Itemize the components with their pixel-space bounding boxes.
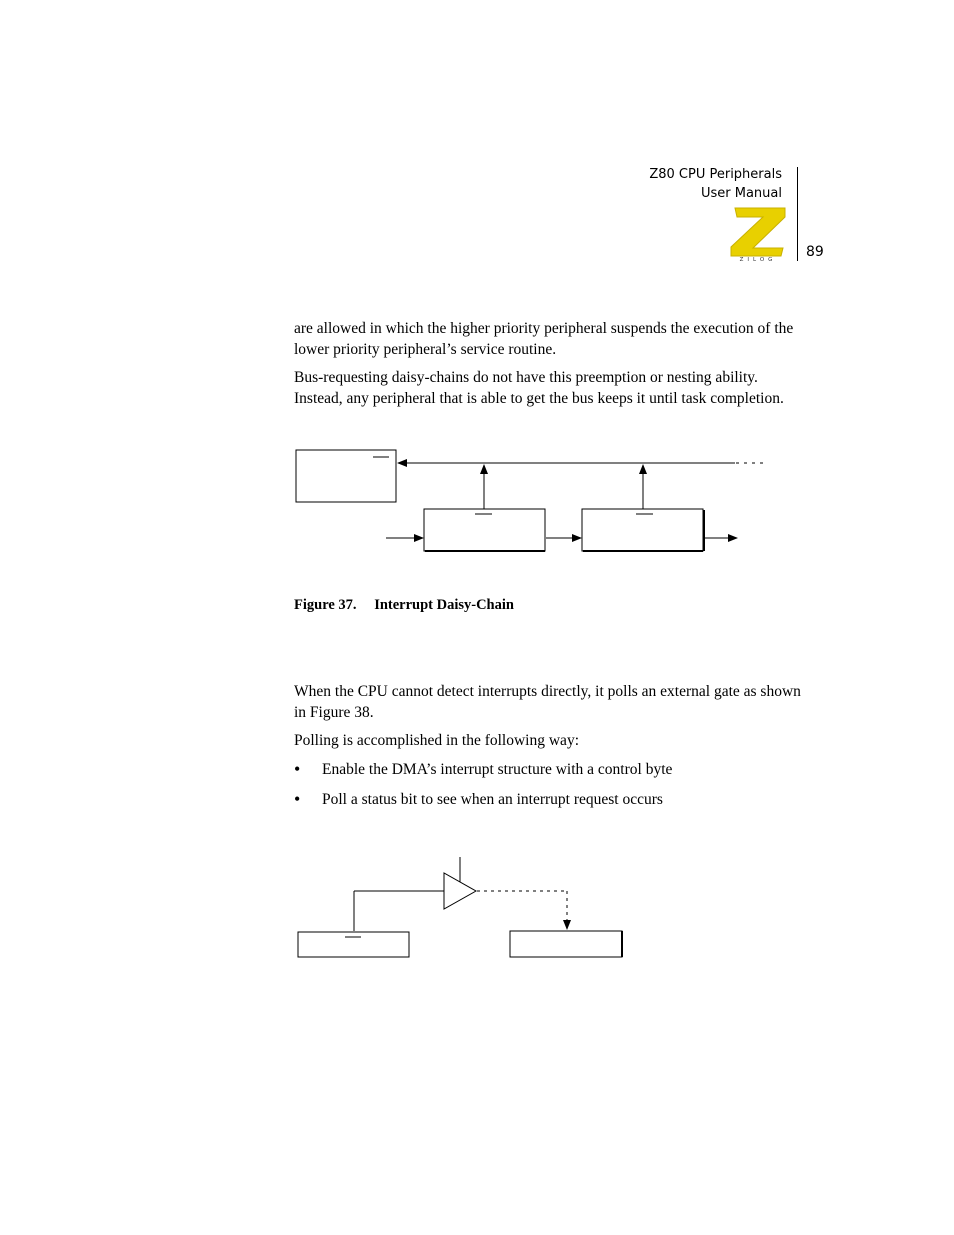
cpu-box — [296, 450, 396, 502]
page-number: 89 — [806, 244, 824, 260]
paragraph-bus-requesting: Bus-requesting daisy-chains do not have this preemption or nesting ability. Instead, any peripheral that is able to get the bus keeps it until task completion. — [294, 369, 784, 407]
bullet-icon: • — [294, 759, 301, 779]
peripheral-box-2 — [582, 509, 703, 551]
header-title-line1: Z80 CPU Peripherals — [649, 167, 782, 182]
list-item-text: Poll a status bit to see when an interrupt request occurs — [322, 791, 663, 808]
peripheral-box — [298, 932, 409, 957]
paragraph-polling-intro: When the CPU cannot detect interrupts directly, it polls an external gate as shown in Figure 38. — [294, 683, 801, 721]
list-item-text: Enable the DMA’s interrupt structure with a control byte — [322, 761, 673, 778]
bullet-icon: • — [294, 789, 301, 809]
figure-38-diagram — [298, 857, 622, 957]
peripheral-box-1 — [424, 509, 545, 551]
paragraph-preemption: are allowed in which the higher priority peripheral suspends the execution of the lower priority peripheral’s service routine. — [294, 320, 794, 358]
figure-37-label: Figure 37. — [294, 597, 357, 613]
paragraph-polling-method: Polling is accomplished in the following way: — [294, 732, 579, 749]
figure-37-caption — [294, 597, 514, 614]
zilog-wordmark: ZILOG — [739, 257, 777, 262]
header-title-line2: User Manual — [700, 186, 782, 201]
figure-37-title: Interrupt Daisy-Chain — [374, 597, 514, 613]
cpu-data-bus-box — [510, 931, 622, 957]
